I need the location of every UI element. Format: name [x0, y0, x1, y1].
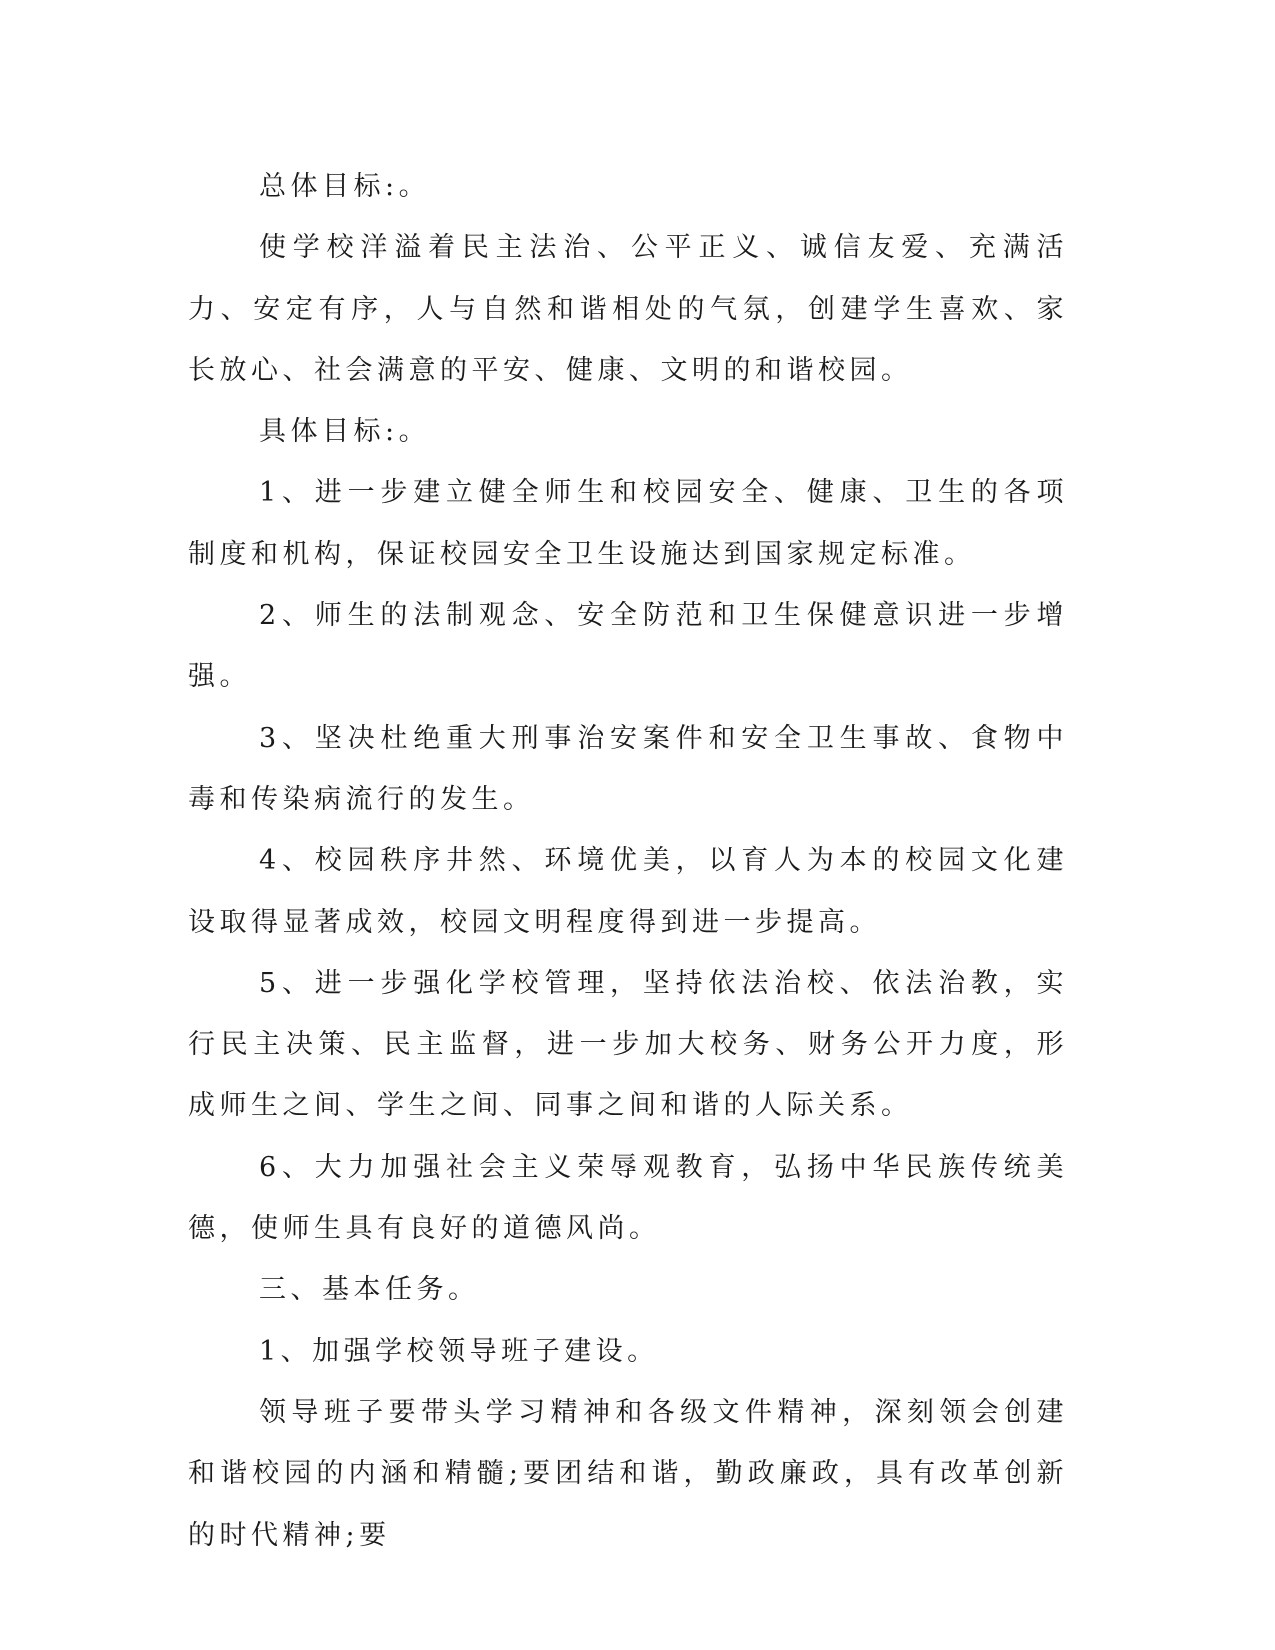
- task-item-1: 1、加强学校领导班子建设。: [259, 1335, 659, 1367]
- overall-goal-heading: 总体目标:。: [259, 171, 431, 202]
- goal-item-5: 5、进一步强化学校管理，坚持依法治校、依法治教，实行民主决策、民主监督，进一步加大校务、财务公开力度，形成师生之间、学生之间、同事之间和谐的人际关系。: [188, 967, 1068, 1122]
- goal-item-1: 1、进一步建立健全师生和校园安全、健康、卫生的各项制度和机构，保证校园安全卫生设施达到国家规定标准。: [188, 477, 1068, 570]
- leadership-paragraph: 领导班子要带头学习精神和各级文件精神，深刻领会创建和谐校园的内涵和精髓;要团结和谐，勤政廉政，具有改革创新的时代精神;要: [188, 1396, 1068, 1551]
- document-body: [188, 156, 1068, 1566]
- goal-item-6: 6、大力加强社会主义荣辱观教育，弘扬中华民族传统美德，使师生具有良好的道德风尚。: [188, 1151, 1068, 1245]
- overall-goal-paragraph: 使学校洋溢着民主法治、公平正义、诚信友爱、充满活力、安定有序，人与自然和谐相处的气氛，创建学生喜欢、家长放心、社会满意的平安、健康、文明的和谐校园。: [188, 232, 1068, 386]
- basic-tasks-heading: 三、基本任务。: [259, 1274, 480, 1306]
- specific-goal-heading: 具体目标:。: [259, 416, 431, 448]
- goal-item-3: 3、坚决杜绝重大刑事治安案件和安全卫生事故、食物中毒和传染病流行的发生。: [188, 722, 1068, 815]
- goal-item-4: 4、校园秩序井然、环境优美，以育人为本的校园文化建设取得显著成效，校园文明程度得到进一步提高。: [188, 845, 1068, 938]
- goal-item-2: 2、师生的法制观念、安全防范和卫生保健意识进一步增强。: [188, 600, 1068, 693]
